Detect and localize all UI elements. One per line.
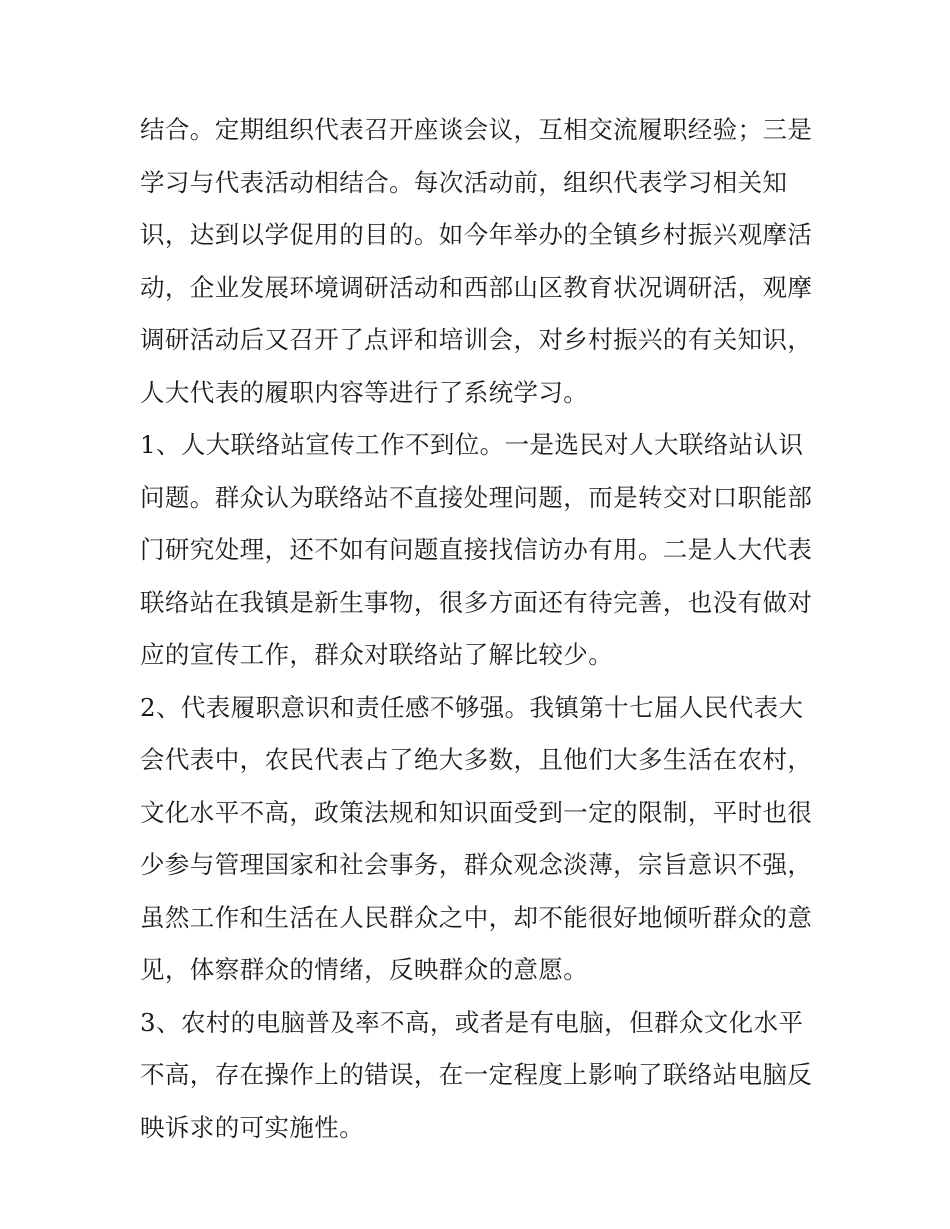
text-line: 动，企业发展环境调研活动和西部山区教育状况调研活，观摩 — [140, 272, 813, 302]
text-line: 门研究处理，还不如有问题直接找信访办有用。二是人大代表 — [140, 535, 813, 564]
text-line: 少参与管理国家和社会事务，群众观念淡薄，宗旨意识不强， — [140, 850, 813, 879]
text-line: 不高，存在操作上的错误，在一定程度上影响了联络站电脑反 — [140, 1060, 813, 1089]
text-line: 应的宣传工作，群众对联络站了解比较少。 — [140, 640, 614, 669]
text-line: 人大代表的履职内容等进行了系统学习。 — [140, 377, 589, 407]
item-3-heading-line: 3、农村的电脑普及率不高，或者是有电脑，但群众文化水平 — [140, 1007, 804, 1037]
text-line: 调研活动后又召开了点评和培训会，对乡村振兴的有关知识， — [140, 325, 813, 354]
text-line: 会代表中，农民代表占了绝大多数，且他们大多生活在农村， — [140, 745, 813, 774]
document-body — [140, 104, 820, 1154]
text-line: 识，达到以学促用的目的。如今年举办的全镇乡村振兴观摩活 — [140, 220, 813, 249]
text-line: 联络站在我镇是新生事物，很多方面还有待完善，也没有做对 — [140, 587, 813, 617]
item-1-heading-line: 1、人大联络站宣传工作不到位。一是选民对人大联络站认识 — [140, 430, 804, 459]
text-line: 见，体察群众的情绪，反映群众的意愿。 — [140, 955, 589, 984]
text-line: 映诉求的可实施性。 — [140, 1112, 365, 1142]
text-line: 结合。定期组织代表召开座谈会议，互相交流履职经验；三是 — [140, 115, 813, 144]
item-2-heading-line: 2、代表履职意识和责任感不够强。我镇第十七届人民代表大 — [140, 692, 804, 722]
text-line: 问题。群众认为联络站不直接处理问题，而是转交对口职能部 — [140, 482, 813, 512]
text-line: 学习与代表活动相结合。每次活动前，组织代表学习相关知 — [140, 167, 788, 197]
text-line: 文化水平不高，政策法规和知识面受到一定的限制，平时也很 — [140, 797, 813, 827]
text-line: 虽然工作和生活在人民群众之中，却不能很好地倾听群众的意 — [140, 902, 813, 932]
